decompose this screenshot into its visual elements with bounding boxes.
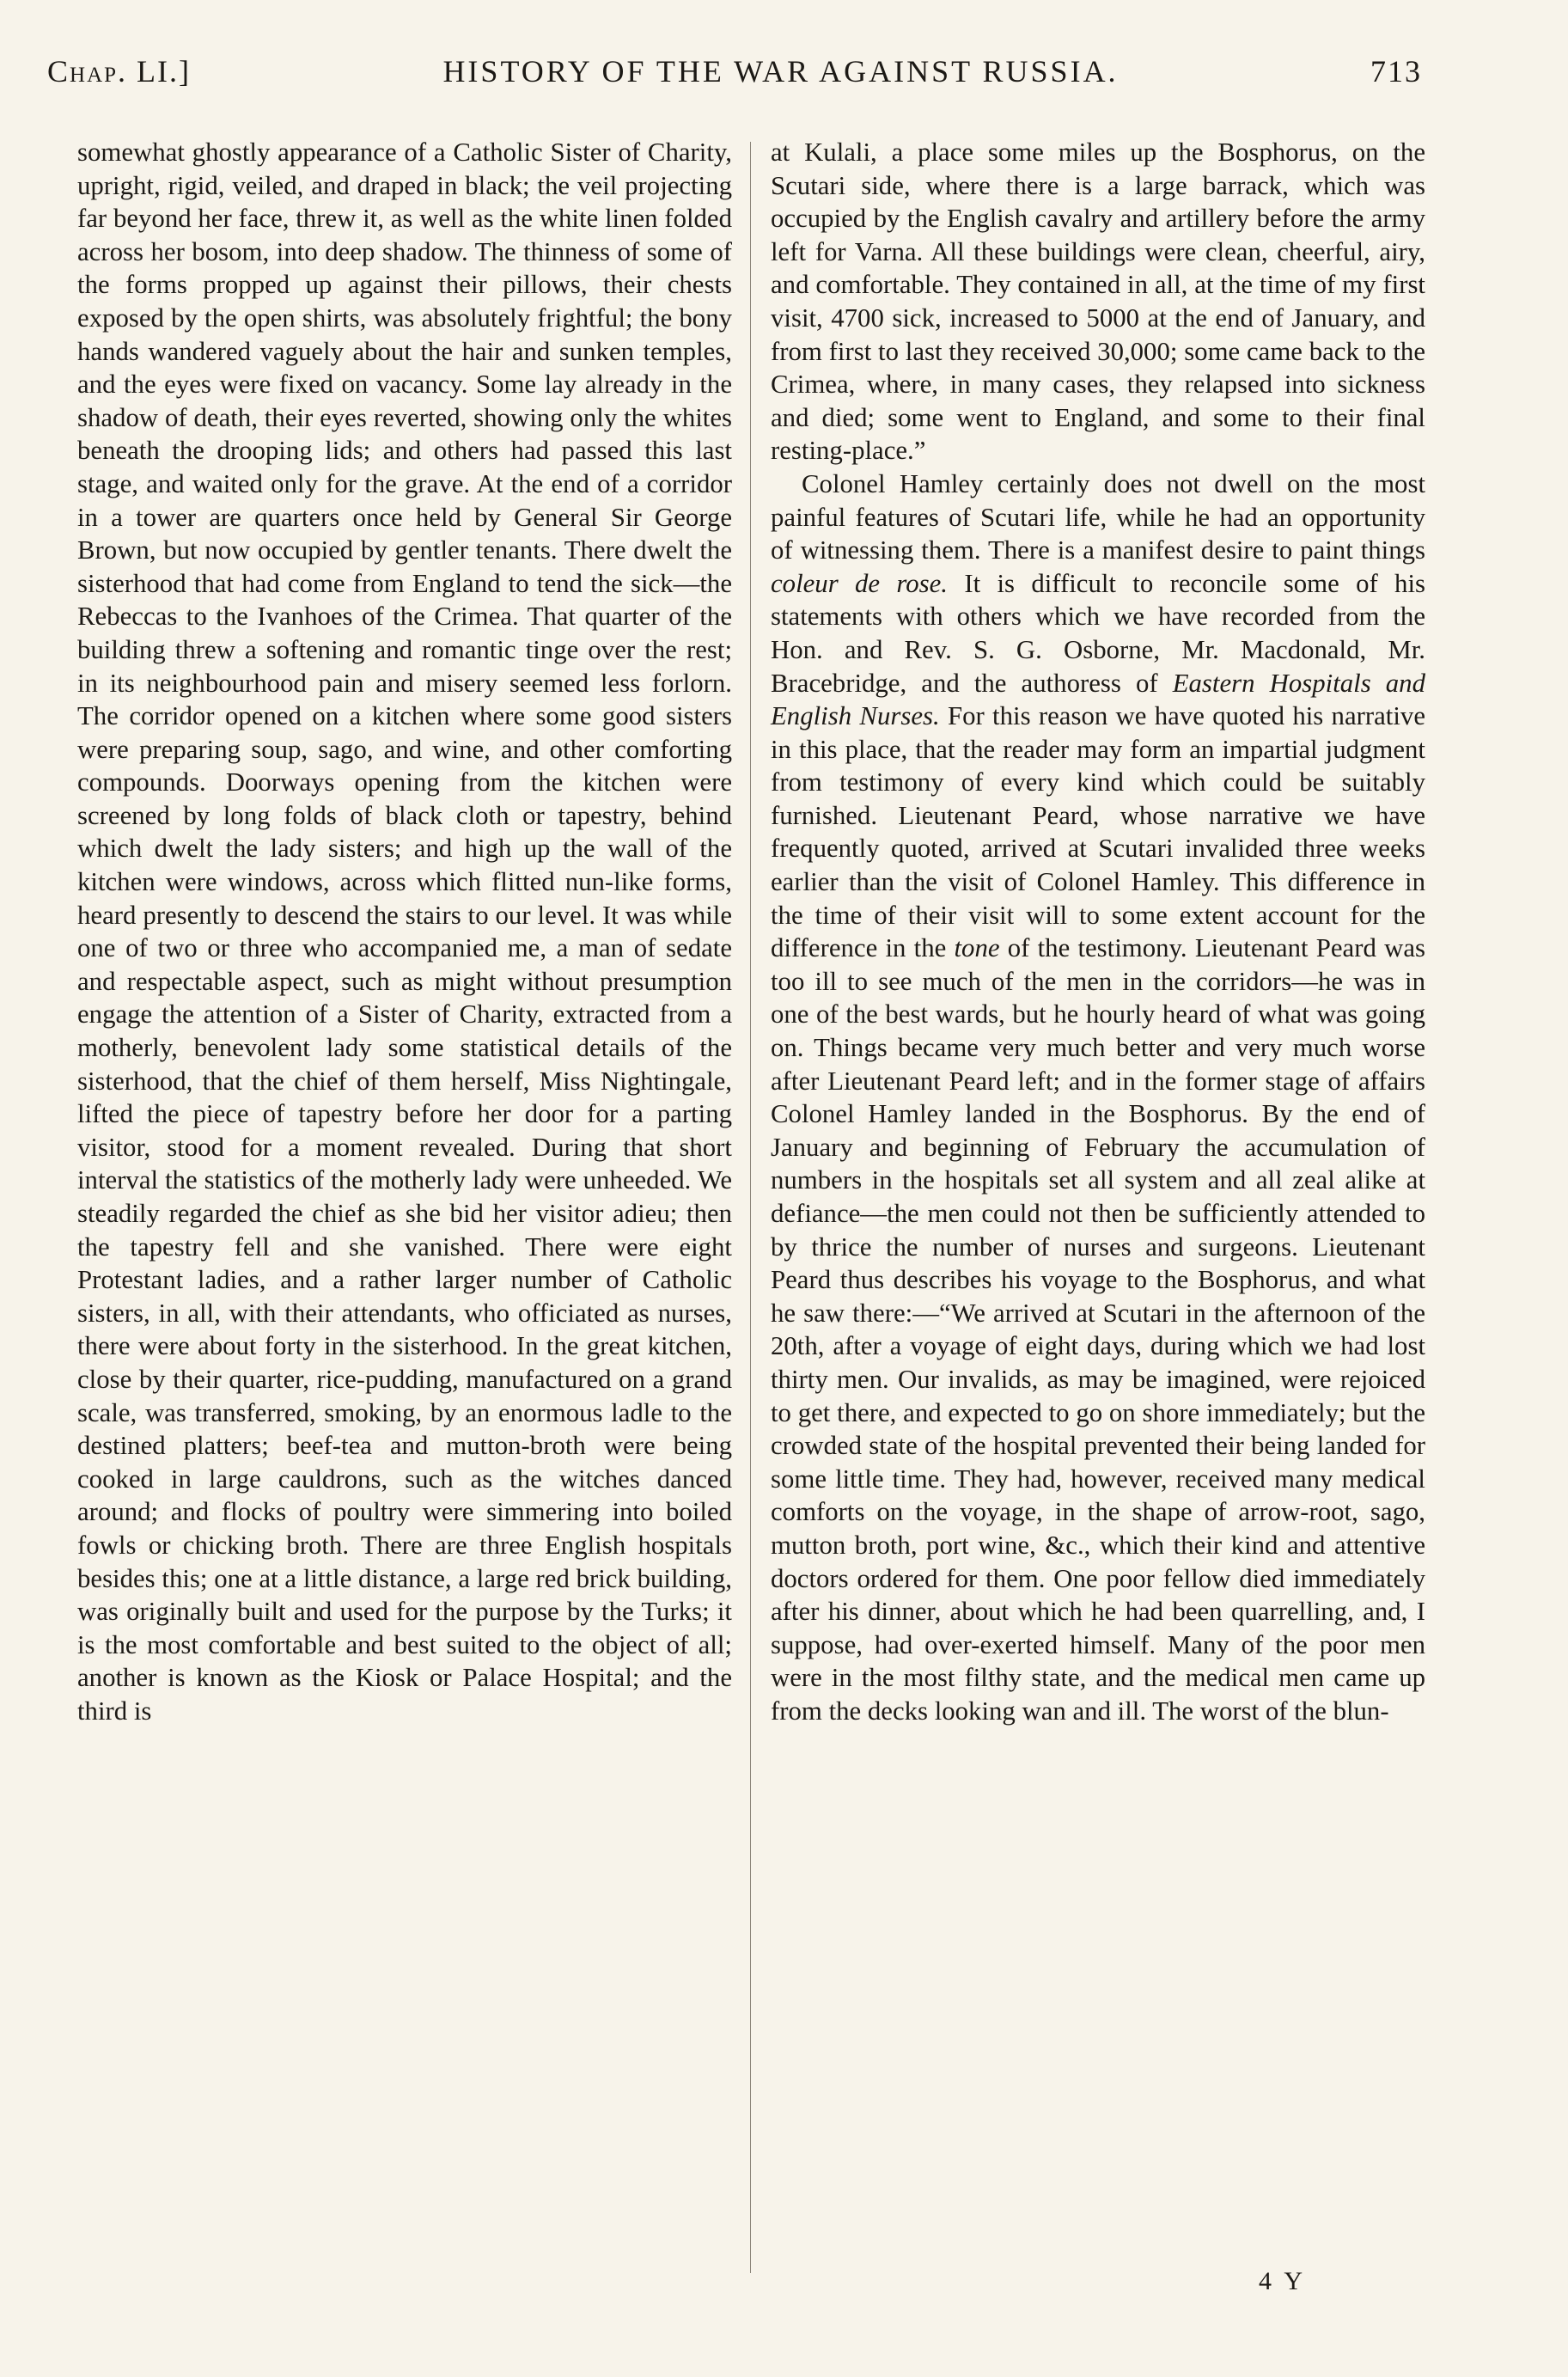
running-title: HISTORY OF THE WAR AGAINST RUSSIA.	[442, 54, 1119, 89]
right-column	[771, 136, 1425, 1728]
chapter-label: Chap. LI.]	[47, 54, 191, 89]
column-divider	[750, 142, 751, 2273]
running-header	[47, 53, 1422, 105]
text-run: It is difficult to reconcile some of his statements with others which we have recorded from the Hon. and Rev. S. G. Osborne, Mr. Macdonald, Mr. Bracebridge, and the authoress of	[771, 568, 1425, 698]
text-run: For this reason we have quoted his narrative in this place, that the reader may form an impartial judgment from testimony of every kind which could be suitably furnished. Lieutenant Peard, whose narrative we have frequently quoted, arrived at Scutari invalided three weeks earlier than the visit of Colonel Hamley. This difference in the time of their visit will to some extent account for the difference in the	[771, 701, 1425, 963]
page-number: 713	[1370, 54, 1422, 89]
italic-book-title: Eastern Hospitals and English Nurses.	[771, 668, 1425, 731]
italic-word: tone	[954, 933, 1000, 963]
right-paragraph-1: at Kulali, a place some miles up the Bosphorus, on the Scutari side, where there is a large barrack, which was occupied by the English cavalry and artillery before the army left for Varna. All these buildings were clean, cheerful, airy, and comfortable. They contained in all, at the time of my first visit, 4700 sick, increased to 5000 at the end of January, and from first to last they received 30,000; some came back to the Crimea, where, in many cases, they relapsed into sickness and died; some went to England, and some to their final resting-place.”	[771, 137, 1425, 466]
left-paragraph: somewhat ghostly appearance of a Catholic Sister of Charity, upright, rigid, veiled, and draped in black; the veil projecting far beyond her face, threw it, as well as the white linen folded across her bosom, into deep shadow. The thinness of some of the forms propped up against their pillows, their chests exposed by the open shirts, was absolutely frightful; the bony hands wandered vaguely about the hair and sunken temples, and the eyes were fixed on vacancy. Some lay already in the shadow of death, their eyes reverted, showing only the whites beneath the drooping lids; and others had passed this last stage, and waited only for the grave. At the end of a corridor in a tower are quarters once held by General Sir George Brown, but now occupied by gentler tenants. There dwelt the sisterhood that had come from England to tend the sick—the Rebeccas to the Ivanhoes of the Crimea. That quarter of the building threw a softening and romantic tinge over the rest; in its neighbourhood pain and misery seemed less forlorn. The corridor opened on a kitchen where some good sisters were preparing soup, sago, and wine, and other comforting compounds. Doorways opening from the kitchen were screened by long folds of black cloth or tapestry, behind which dwelt the lady sisters; and high up the wall of the kitchen were windows, across which flitted nun-like forms, heard presently to descend the stairs to our level. It was while one of two or three who accompanied me, a man of sedate and respectable aspect, such as might without presumption engage the attention of a Sister of Charity, extracted from a motherly, benevolent lady some statistical details of the sisterhood, that the chief of them herself, Miss Nightingale, lifted the piece of tapestry before her door for a parting visitor, stood for a moment revealed. During that short interval the statistics of the motherly lady were unheeded. We steadily regarded the chief as she bid her visitor adieu; then the tapestry fell and she vanished. There were eight Protestant ladies, and a rather larger number of Catholic sisters, in all, with their attendants, who officiated as nurses, there were about forty in the sisterhood. In the great kitchen, close by their quarter, rice-pudding, manufactured on a grand scale, was transferred, smoking, by an enormous ladle to the destined platters; beef-tea and mutton-broth were being cooked in large cauldrons, such as the witches danced around; and flocks of poultry were simmering into boiled fowls or chicking broth. There are three English hospitals besides this; one at a little distance, a large red brick building, was originally built and used for the purpose by the Turks; it is the most comfortable and best suited to the object of all; another is known as the Kiosk or Palace Hospital; and the third is	[77, 137, 732, 1726]
text-run: of the testimony. Lieutenant Peard was too ill to see much of the men in the corridors—he was in one of the best wards, but he hourly heard of what was going on. Things became very much better and very much worse after Lieutenant Peard left; and in the former stage of affairs Colonel Hamley landed in the Bosphorus. By the end of January and beginning of February the accumulation of numbers in the hospitals set all system and all zeal alike at defiance—the men could not then be sufficiently attended to by thrice the number of nurses and surgeons. Lieutenant Peard thus describes his voyage to the Bosphorus, and what he saw there:—“We arrived at Scutari in the afternoon of the 20th, after a voyage of eight days, during which we had lost thirty men. Our invalids, as may be imagined, were rejoiced to get there, and expected to go on shore immediately; but the crowded state of the hospital prevented their being landed for some little time. They had, however, received many medical comforts on the voyage, in the shape of arrow-root, sago, mutton broth, port wine, &c., which their kind and attentive doctors ordered for them. One poor fellow died immediately after his dinner, about which he had been quarrelling, and, I suppose, had over-exerted himself. Many of the poor men were in the most filthy state, and the medical men came up from the decks looking wan and ill. The worst of the blun-	[771, 933, 1425, 1726]
text-run: Colonel Hamley certainly does not dwell on the most painful features of Scutari life, while he had an opportunity of witnessing them. There is a manifest desire to paint things	[771, 468, 1425, 565]
italic-phrase: coleur de rose.	[771, 568, 948, 598]
right-paragraph-2	[771, 467, 1425, 1728]
left-column	[77, 136, 732, 1728]
signature-mark: 4 Y	[1258, 2267, 1306, 2295]
